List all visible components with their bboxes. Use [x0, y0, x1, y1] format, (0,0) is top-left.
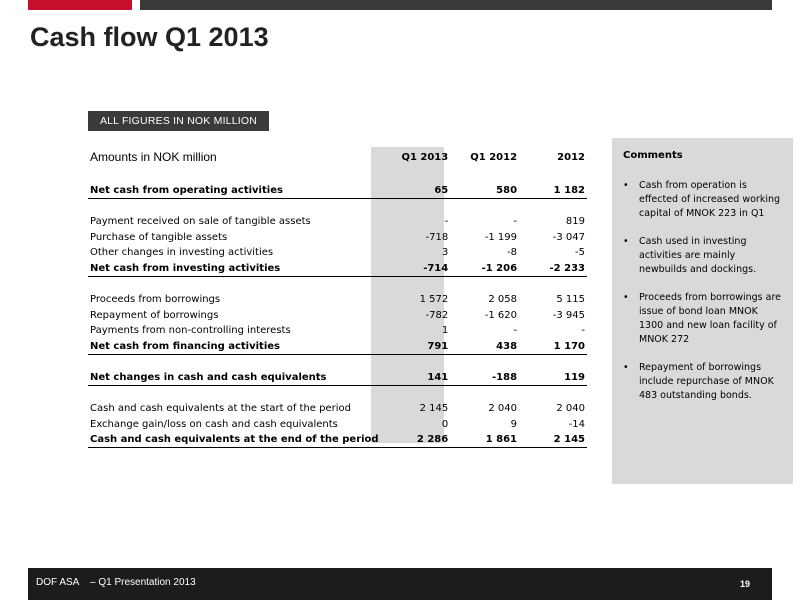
footer-subtitle: – Q1 Presentation 2013	[90, 577, 196, 588]
table-header-row	[88, 147, 587, 167]
cash-flow-table-container	[88, 147, 587, 448]
table-row	[88, 245, 587, 261]
row-value-q1-2013: -782	[425, 309, 449, 321]
row-value-2012: -3 945	[552, 309, 585, 321]
row-value-q1-2012: -1 206	[450, 261, 519, 277]
row-value-q1-2013: 2 286	[381, 432, 451, 448]
row-value-2012: -2 233	[519, 261, 587, 277]
row-label: Net changes in cash and cash equivalents	[88, 370, 381, 386]
row-label: Purchase of tangible assets	[90, 231, 228, 243]
row-value-2012: -5	[575, 247, 585, 259]
table-row	[88, 339, 587, 355]
table-row	[88, 370, 587, 386]
brand-accent-bar	[28, 0, 132, 10]
header-col-q1-2012: Q1 2012	[470, 151, 518, 163]
comment-item: • Proceeds from borrowings are issue of bond loan MNOK 1300 and new loan facility of MNOK 272	[623, 291, 783, 347]
row-label: Repayment of borrowings	[90, 309, 219, 321]
spacer-row	[88, 354, 587, 370]
row-label: Other changes in investing activities	[90, 247, 274, 259]
row-value-2012: 5 115	[556, 294, 585, 306]
row-value-q1-2013: 1 572	[419, 294, 449, 306]
row-value-q1-2013: 2 145	[419, 403, 449, 415]
row-label: Proceeds from borrowings	[90, 294, 221, 306]
row-value-2012: 819	[565, 216, 585, 228]
footer-brand: DOF ASA	[36, 577, 80, 588]
row-label: Cash and cash equivalents at the end of the period	[88, 432, 381, 448]
cash-flow-table	[88, 147, 587, 448]
page-number: 19	[739, 579, 750, 589]
figures-unit-label: ALL FIGURES IN NOK MILLION	[88, 111, 269, 131]
row-value-2012: 2 040	[556, 403, 585, 415]
row-value-q1-2013: 65	[381, 183, 451, 199]
spacer-row	[88, 198, 587, 214]
comment-item: • Repayment of borrowings include repurchase of MNOK 483 outstanding bonds.	[623, 361, 783, 403]
row-label: Net cash from financing activities	[88, 339, 381, 355]
row-value-2012: 2 145	[519, 432, 587, 448]
row-label: Exchange gain/loss on cash and cash equivalents	[90, 418, 338, 430]
row-value-q1-2013: 791	[381, 339, 451, 355]
row-value-q1-2013: 0	[441, 418, 449, 430]
row-value-q1-2013: -	[444, 216, 449, 228]
footer-bar	[28, 568, 772, 600]
table-row	[88, 323, 587, 339]
row-value-2012: -	[581, 325, 585, 337]
table-row	[88, 417, 587, 433]
row-value-2012: 119	[519, 370, 587, 386]
row-label: Payments from non-controlling interests	[90, 325, 291, 337]
table-row	[88, 292, 587, 308]
row-value-q1-2013: 3	[441, 247, 449, 259]
row-label: Net cash from operating activities	[88, 183, 381, 199]
table-row	[88, 401, 587, 417]
comment-item: • Cash from operation is effected of increased working capital of MNOK 223 in Q1	[623, 179, 783, 221]
header-col-q1-2013: Q1 2013	[401, 151, 449, 163]
spacer-row	[88, 385, 587, 401]
page-title: Cash flow Q1 2013	[30, 22, 269, 52]
row-value-q1-2012: 9	[510, 418, 518, 430]
comments-title: Comments	[623, 150, 683, 161]
comments-list	[623, 179, 783, 403]
spacer-row	[88, 167, 587, 183]
row-value-q1-2012: 438	[450, 339, 519, 355]
row-value-q1-2012: 2 040	[488, 403, 518, 415]
row-value-q1-2013: -718	[425, 231, 449, 243]
header-col-2012: 2012	[557, 151, 585, 163]
row-value-2012: -3 047	[552, 231, 585, 243]
row-value-q1-2013: -714	[381, 261, 451, 277]
row-value-q1-2012: 1 861	[450, 432, 519, 448]
row-label: Cash and cash equivalents at the start of the period	[90, 403, 351, 415]
row-value-q1-2012: -1 199	[484, 231, 518, 243]
comment-item: • Cash used in investing activities are mainly newbuilds and dockings.	[623, 235, 783, 277]
table-row	[88, 229, 587, 245]
spacer-row	[88, 276, 587, 292]
row-value-q1-2013: 1	[441, 325, 449, 337]
table-row	[88, 307, 587, 323]
row-label: Net cash from investing activities	[88, 261, 381, 277]
row-label: Payment received on sale of tangible assets	[90, 216, 311, 228]
row-value-q1-2012: -	[513, 325, 518, 337]
row-value-q1-2012: -8	[507, 247, 518, 259]
row-value-q1-2012: 580	[450, 183, 519, 199]
header-label: Amounts in NOK million	[90, 150, 217, 164]
row-value-q1-2012: 2 058	[488, 294, 518, 306]
header-bar	[140, 0, 772, 10]
comments-panel	[612, 138, 793, 484]
row-value-q1-2012: -	[513, 216, 518, 228]
table-row	[88, 261, 587, 277]
table-row	[88, 214, 587, 230]
row-value-2012: 1 170	[519, 339, 587, 355]
table-row	[88, 183, 587, 199]
row-value-q1-2012: -1 620	[484, 309, 518, 321]
row-value-2012: -14	[568, 418, 585, 430]
table-row	[88, 432, 587, 448]
row-value-2012: 1 182	[519, 183, 587, 199]
row-value-q1-2013: 141	[381, 370, 451, 386]
row-value-q1-2012: -188	[450, 370, 519, 386]
